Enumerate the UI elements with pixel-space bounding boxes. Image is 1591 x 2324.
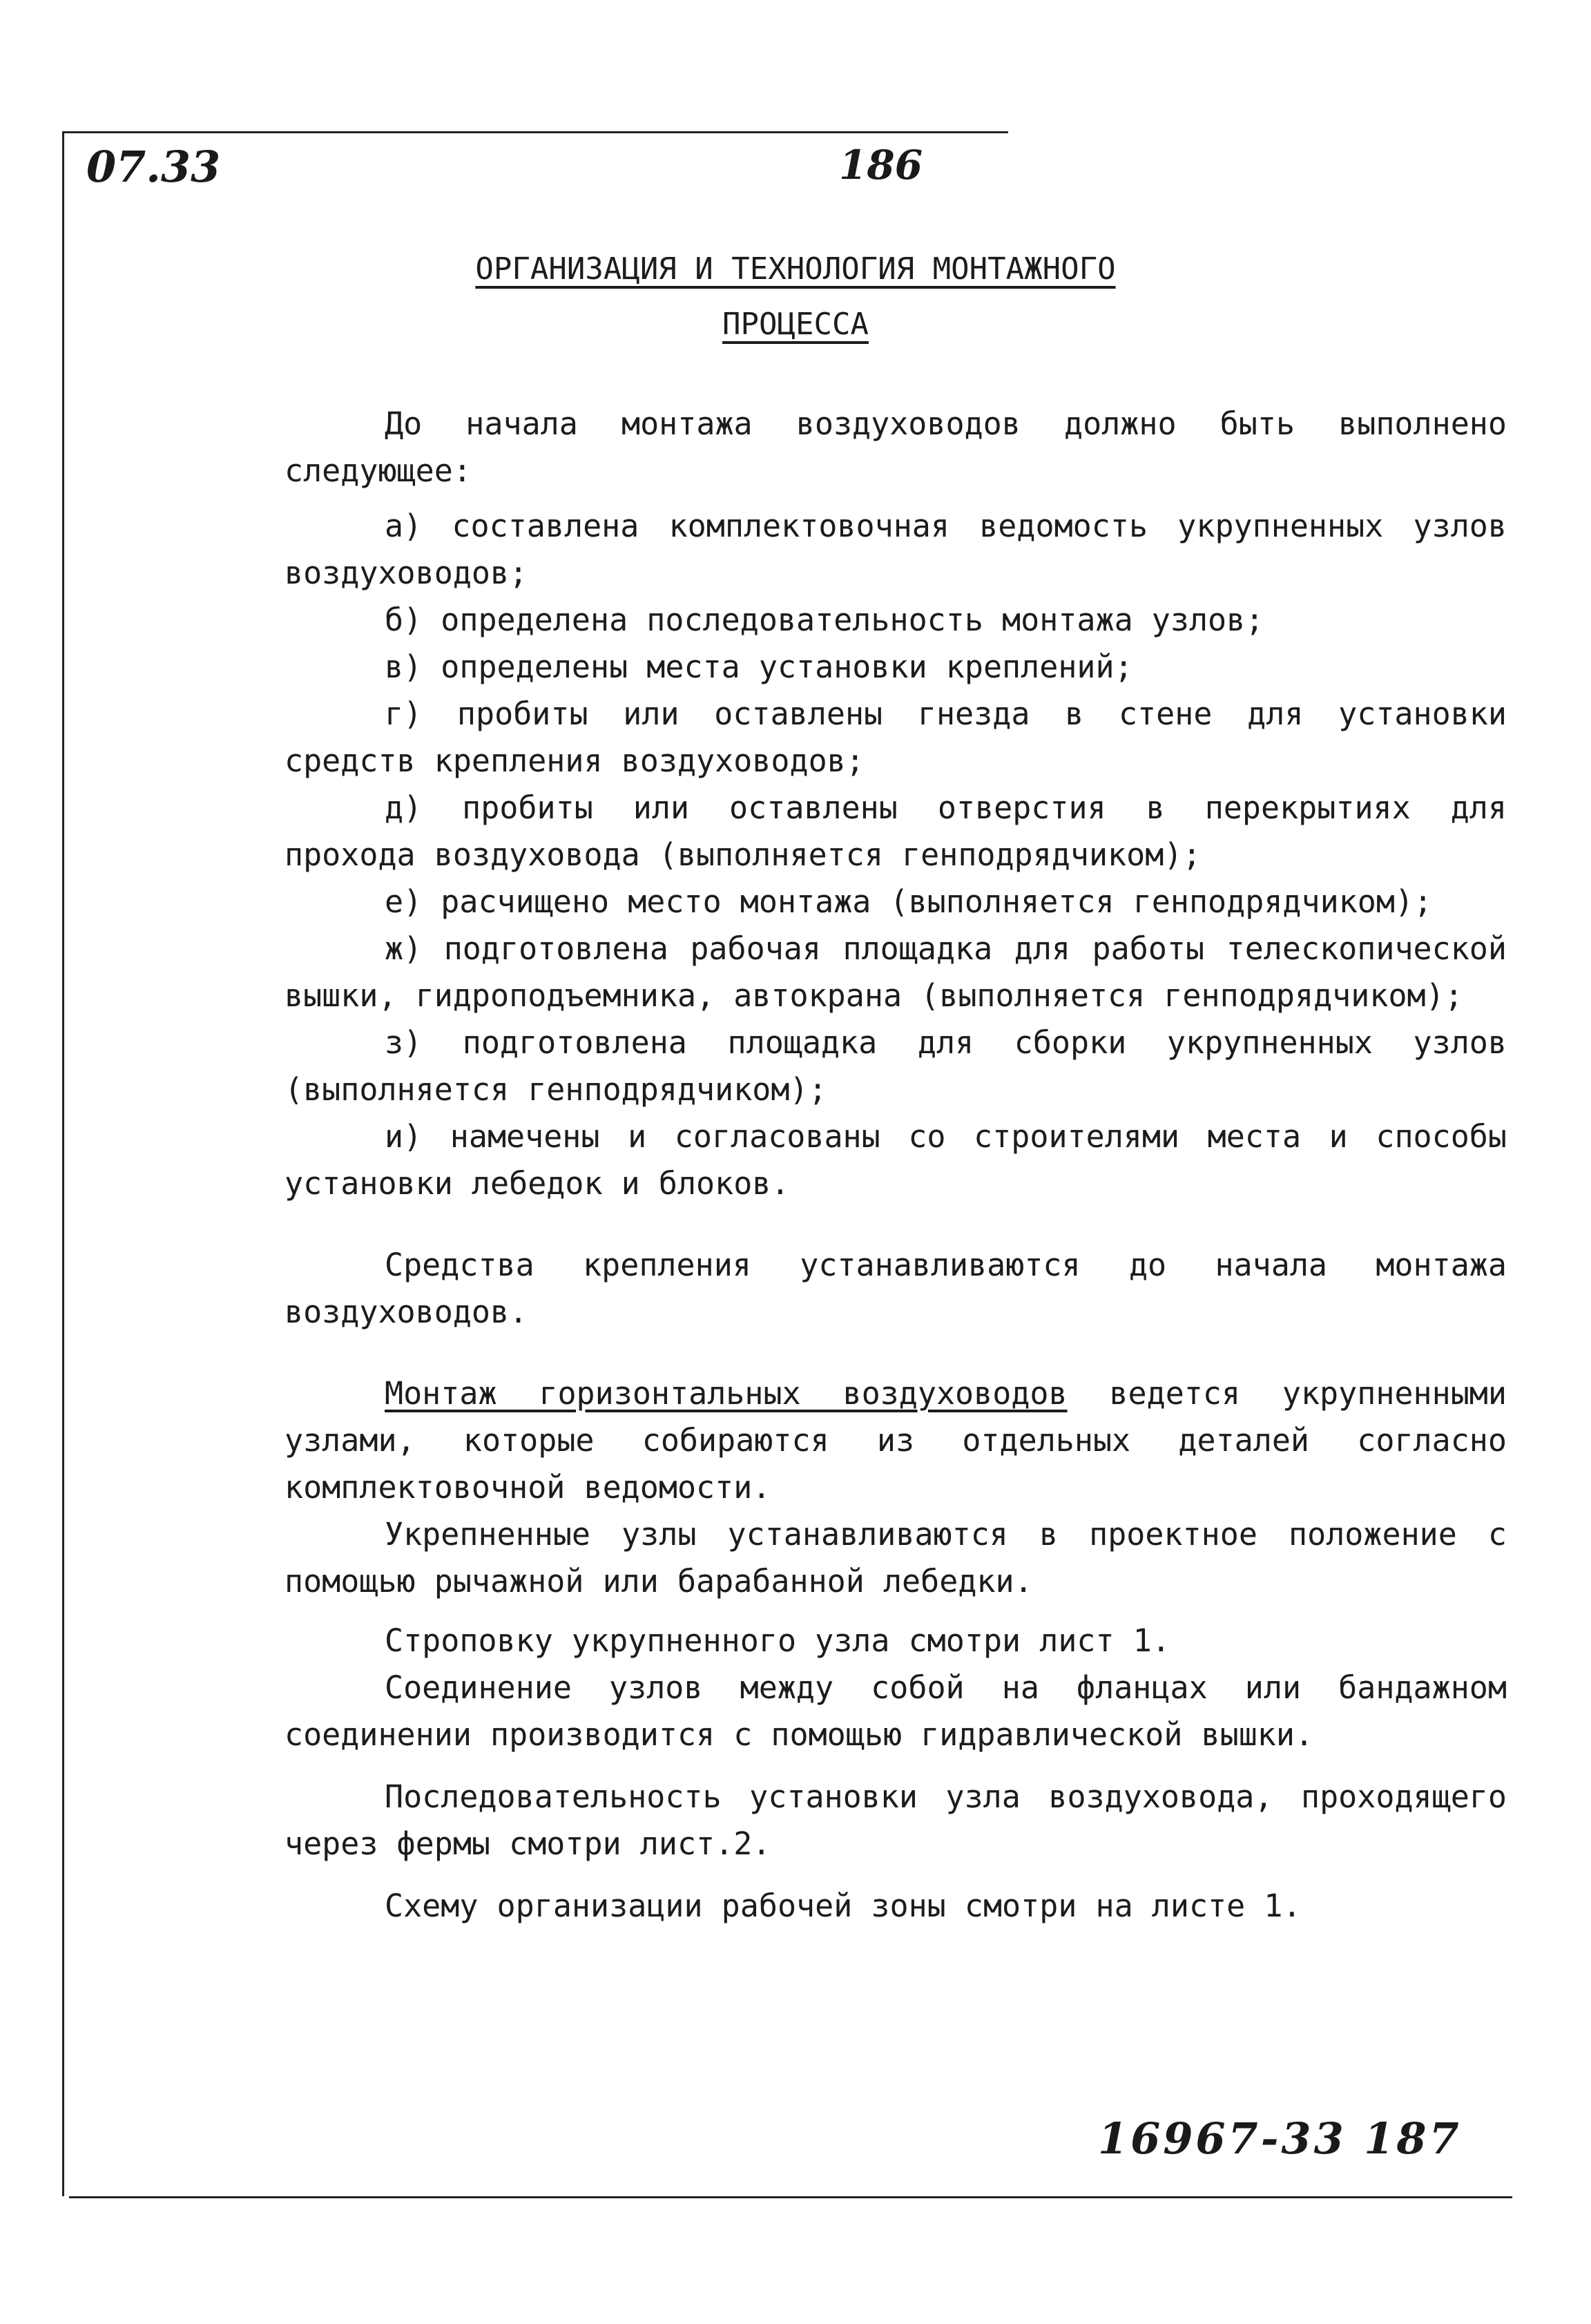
list-item-e: е) расчищено место монтажа (выполняется генподрядчиком); xyxy=(385,883,1433,920)
handwritten-document-code: 16967-33 187 xyxy=(1098,2113,1462,2164)
horizontal-ducts-paragraph xyxy=(285,1370,1507,1511)
document-body xyxy=(285,401,1507,1930)
list-item-zh: ж) подготовлена рабочая площадка для работы телескопической вышки, гидроподъемника, автокрана (выполняется генподрядчиком); xyxy=(285,930,1507,1014)
sequence-paragraph: Последовательность установки узла воздуховода, проходящего через фермы смотри лист.2. xyxy=(285,1778,1507,1862)
list-item-a: а) составлена комплектовочная ведомость укрупненных узлов воздуховодов; xyxy=(285,508,1507,591)
frame-bottom-line xyxy=(69,2196,1512,2198)
list-item-i: и) намечены и согласованы со строителями места и способы установки лебедок и блоков. xyxy=(285,1118,1507,1202)
joining-paragraph: Соединение узлов между собой на фланцах или бандажном соединении производится с помощью гидравлической вышки. xyxy=(285,1669,1507,1753)
fastening-paragraph: Средства крепления устанавливаются до начала монтажа воздуховодов. xyxy=(285,1247,1507,1330)
list-item-b: б) определена последовательность монтажа узлов; xyxy=(385,602,1264,638)
handwritten-sheet-code: 07.33 xyxy=(86,142,221,192)
frame-left-line xyxy=(62,131,64,2196)
list-item-v: в) определены места установки креплений; xyxy=(385,649,1133,685)
frame-top-line xyxy=(62,131,1008,133)
title-line-1: ОРГАНИЗАЦИЯ И ТЕХНОЛОГИЯ МОНТАЖНОГО xyxy=(475,251,1116,287)
slinging-paragraph: Строповку укрупненного узла смотри лист 1. xyxy=(385,1622,1170,1659)
list-item-z: з) подготовлена площадка для сборки укрупненных узлов (выполняется генподрядчиком); xyxy=(285,1024,1507,1108)
list-item-g: г) пробиты или оставлены гнезда в стене для установки средств крепления воздуховодов; xyxy=(285,695,1507,779)
horizontal-ducts-heading: Монтаж горизонтальных воздуховодов xyxy=(385,1375,1068,1412)
scheme-paragraph: Схему организации рабочей зоны смотри на листе 1. xyxy=(385,1888,1302,1924)
intro-paragraph: До начала монтажа воздуховодов должно быть выполнено следующее: xyxy=(285,405,1507,489)
document-title xyxy=(0,242,1591,352)
enlarged-units-paragraph: Укрепненные узлы устанавливаются в проектное положение с помощью рычажной или барабанной лебедки. xyxy=(285,1516,1507,1600)
horizontal-ducts-text: ведется укрупненными узлами, которые собираются из отдельных деталей согласно комплектовочной ведомости. xyxy=(285,1375,1507,1506)
list-item-d: д) пробиты или оставлены отверстия в перекрытиях для прохода воздуховода (выполняется генподрядчиком); xyxy=(285,789,1507,873)
handwritten-page-number: 186 xyxy=(839,142,923,189)
title-line-2: ПРОЦЕССА xyxy=(722,307,869,342)
